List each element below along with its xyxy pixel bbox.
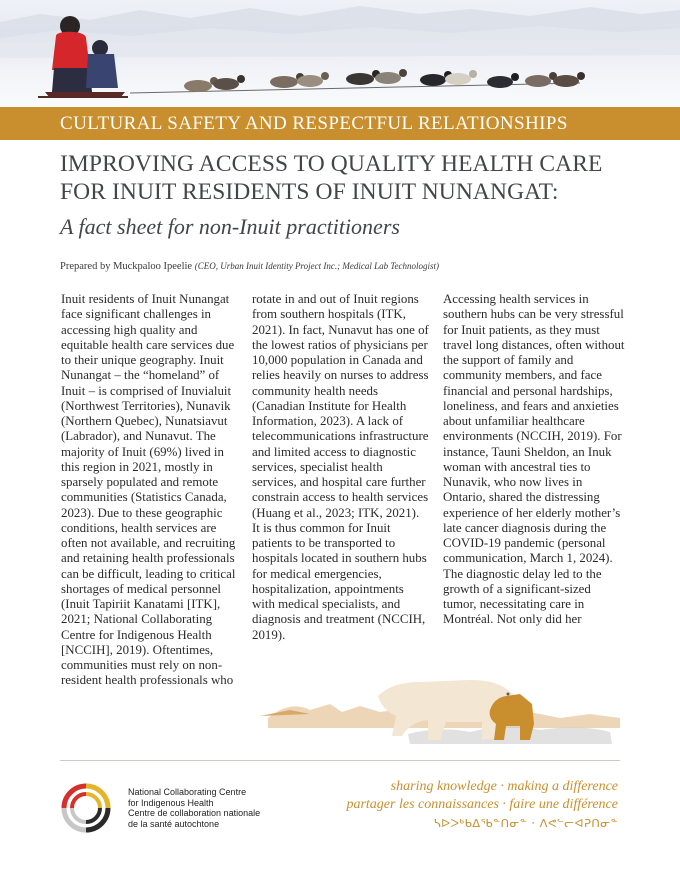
section-banner: [0, 107, 680, 140]
title-line-1: IMPROVING ACCESS TO QUALITY HEALTH CARE: [60, 151, 603, 177]
org-name-fr-1: Centre de collaboration nationale: [128, 808, 261, 818]
sled-dogs: [130, 69, 585, 93]
org-name-en-1: National Collaborating Centre: [128, 787, 247, 797]
tagline-inuktitut: ᓴᐅᐳᒃᑲᐃᖃᓐᑎᓂᓐ · ᐱᕙᓪᓕᐊᕈᑎᓂᓐ: [433, 816, 618, 830]
byline-author: Prepared by Muckpaloo Ipeelie: [60, 261, 195, 272]
org-name-fr-2: de la santé autochtone: [128, 818, 220, 829]
body-column-1: Inuit residents of Inuit Nunangat face significant challenges in accessing high quality and equitable health care services due to their unique geography. Inuit Nunangat – the “homeland” of Inuit – is comprised of Inuvialuit (Northwest Territories), Nunavik (Northern Quebec), Nunatsiavut (Labrador), and Nunavut. The majority of Inuit (69%) lived in this region in 2021, mostly in sparsely populated and remote communities (Statistics Canada, 2023). Due to these geographic conditions, health services are often not available, and recruiting and retaining health professionals can be difficult, leading to critical shortages of medical personnel (Inuit Tapiriit Kanatami [ITK], 2021; National Collaborating Centre for Indigenous Health [NCCIH], 2019). Oftentimes, communities must rely on non-resident health professionals who: [61, 292, 236, 688]
body-column-2: rotate in and out of Inuit regions from southern hospitals (ITK, 2021). In fact, Nunavut has one of the lowest ratios of physicians per 10,000 population in Canada and relies heavily on nurses to address community health needs (Canadian Institute for Health Information, 2023). A lack of telecommunications infrastructure and limited access to diagnostic services, specialist health services, and hospital care further constrain access to health services (Huang et al., 2023; ITK, 2021). It is thus common for Inuit patients to be transported to hospitals located in southern hubs for medical emergencies, hospitalization, appointments with medical specialists, and diagnosis and treatment (NCCIH, 2019).: [252, 292, 429, 642]
body-column-3: Accessing health services in southern hubs can be very stressful for Inuit patients, as they must travel long distances, often without the support of family and community members, and face financial and personal hardships, loneliness, and fears and anxieties about unfamiliar healthcare environments (NCCIH, 2019). For instance, Tauni Sheldon, an Inuk woman with ancestral ties to Nunavik, who now lives in Ontario, shared the distressing experience of her elderly mother’s late cancer diagnosis during the COVID-19 pandemic (personal communication, March 1, 2024). The diagnostic delay led to the growth of a significant-sized tumor, necessitating care in Montréal. Not only did her: [443, 292, 625, 627]
nccih-logo-icon: [58, 780, 114, 836]
page-subtitle: A fact sheet for non-Inuit practitioners: [60, 214, 400, 239]
footer-divider: [60, 760, 620, 761]
organization-name: [128, 787, 260, 829]
polar-bear-illustration: [0, 660, 680, 760]
tagline-en: sharing knowledge · making a difference: [390, 779, 618, 794]
dogsled-photo: [0, 0, 680, 107]
byline: [60, 261, 439, 272]
org-name-en-2: for Indigenous Health: [128, 797, 214, 808]
byline-credentials: (CEO, Urban Inuit Identity Project Inc.; Medical Lab Technologist): [194, 261, 439, 271]
tagline: [346, 778, 618, 832]
title-line-2: FOR INUIT RESIDENTS OF INUIT NUNANGAT:: [60, 179, 559, 205]
tagline-fr: partager les connaissances · faire une différence: [346, 797, 618, 812]
page-title: [60, 150, 660, 206]
banner-text: CULTURAL SAFETY AND RESPECTFUL RELATIONSHIPS: [60, 112, 568, 134]
